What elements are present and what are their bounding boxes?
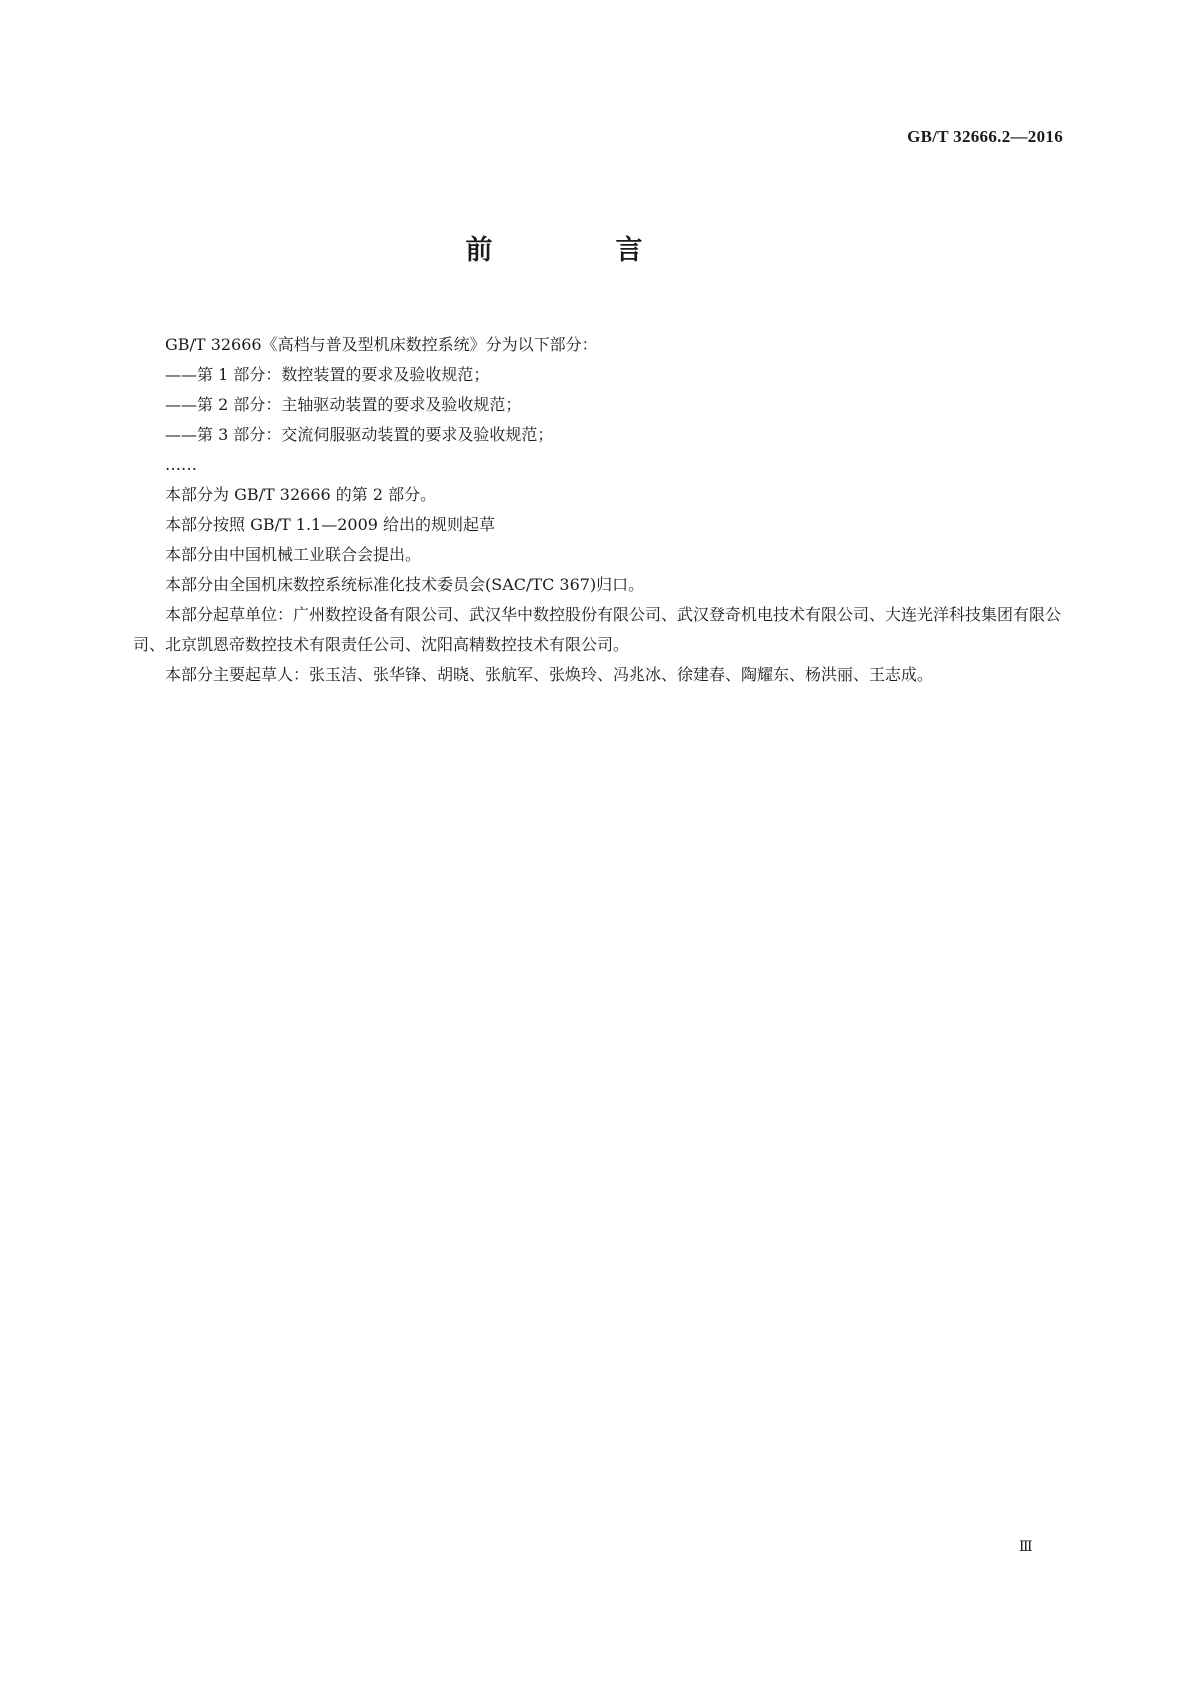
part-statement: 本部分为 GB/T 32666 的第 2 部分。 [165,485,437,504]
proposer: 本部分由中国机械工业联合会提出。 [165,545,422,564]
main-drafters: 本部分主要起草人：张玉洁、张华锋、胡晓、张航军、张焕玲、冯兆冰、徐建春、陶耀东、杨洪丽、王志成。 [165,665,934,684]
part-list-item: ——第 3 部分：交流伺服驱动装置的要求及验收规范； [165,425,554,444]
page-number: Ⅲ [1019,1540,1033,1555]
drafting-rules: 本部分按照 GB/T 1.1—2009 给出的规则起草 [165,515,496,534]
technical-committee: 本部分由全国机床数控系统标准化技术委员会(SAC/TC 367)归口。 [165,575,645,594]
ellipsis: …… [165,455,197,474]
intro-paragraph: GB/T 32666《高档与普及型机床数控系统》分为以下部分： [165,335,598,354]
page-title: 前 言 [465,235,691,266]
foreword-body [133,330,1061,690]
drafting-units: 本部分起草单位：广州数控设备有限公司、武汉华中数控股份有限公司、武汉登奇机电技术有限公司、大连光洋科技集团有限公司、北京凯恩帝数控技术有限责任公司、沈阳高精数控技术有限公司。 [133,605,1062,654]
part-list-item: ——第 1 部分：数控装置的要求及验收规范； [165,365,490,384]
part-list-item: ——第 2 部分：主轴驱动装置的要求及验收规范； [165,395,522,414]
standard-code: GB/T 32666.2—2016 [907,127,1063,146]
